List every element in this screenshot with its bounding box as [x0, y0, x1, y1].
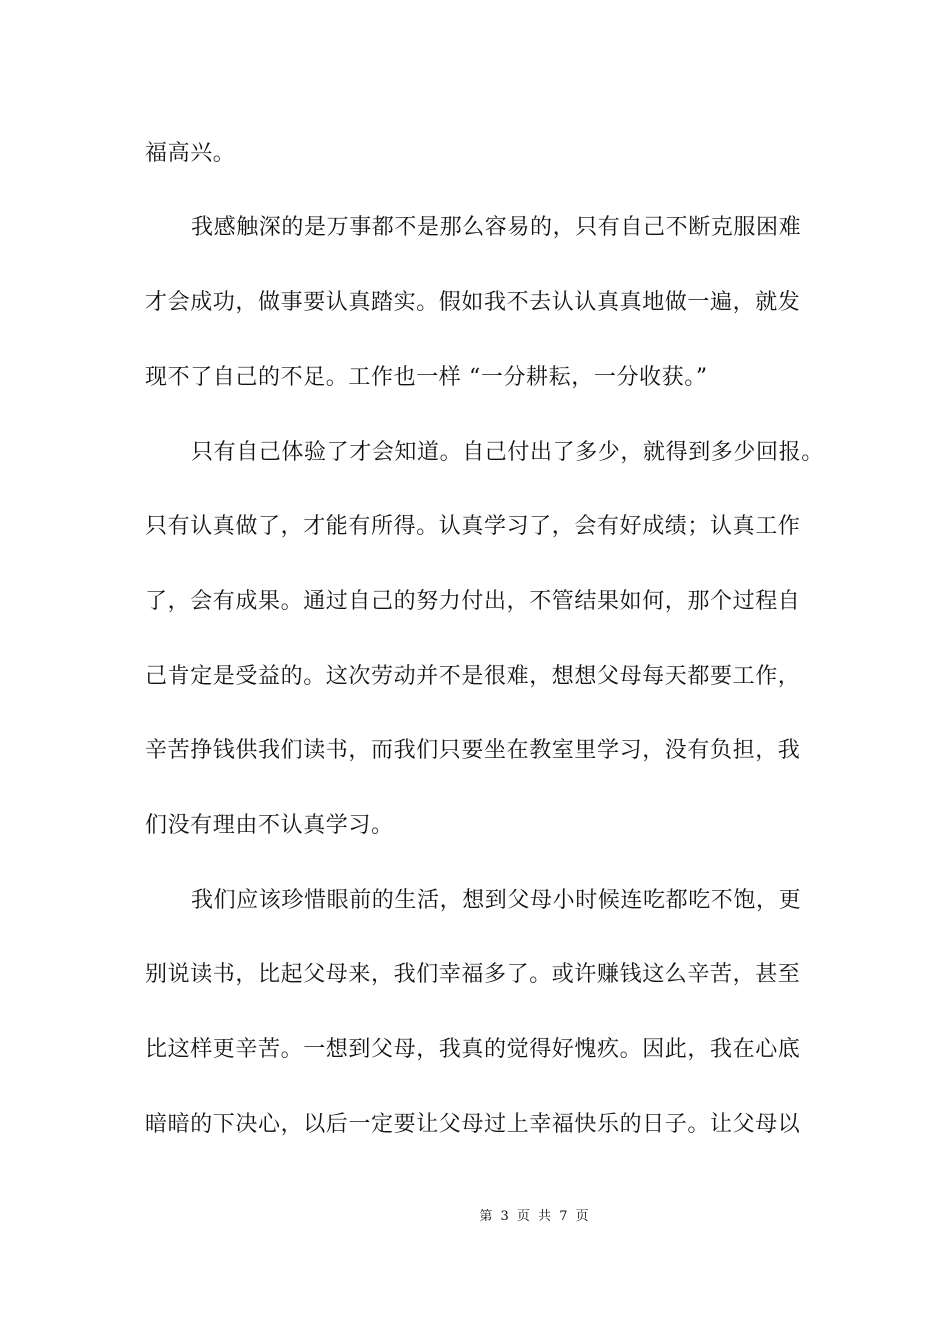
text-line: 比这样更辛苦。一想到父母，我真的觉得好愧疚。因此，我在心底 — [145, 1037, 801, 1062]
text-line: 福高兴。 — [145, 141, 236, 166]
paragraph-first-line: 我感触深的是万事都不是那么容易的，只有自己不断克服困难 — [191, 215, 802, 240]
text-line: 们没有理由不认真学习。 — [145, 813, 394, 838]
text-line: 己肯定是受益的。这次劳动并不是很难，想想父母每天都要工作， — [145, 664, 801, 689]
text-line: 只有认真做了，才能有所得。认真学习了，会有好成绩；认真工作 — [145, 514, 801, 539]
text-line: 辛苦挣钱供我们读书，而我们只要坐在教室里学习，没有负担，我 — [145, 738, 801, 763]
text-line: 了，会有成果。通过自己的努力付出，不管结果如何，那个过程自 — [145, 589, 801, 614]
text-line: 别说读书，比起父母来，我们幸福多了。或许赚钱这么辛苦，甚至 — [145, 962, 801, 987]
page-footer: 第 3 页 共 7 页 — [479, 1209, 591, 1224]
text-line: 暗暗的下决心，以后一定要让父母过上幸福快乐的日子。让父母以 — [145, 1112, 801, 1137]
text-line: 现不了自己的不足。工作也一样 “一分耕耘，一分收获。” — [145, 365, 708, 390]
paragraph-first-line: 我们应该珍惜眼前的生活，想到父母小时候连吃都吃不饱，更 — [191, 888, 802, 913]
text-line: 才会成功，做事要认真踏实。假如我不去认认真真地做一遍，就发 — [145, 290, 801, 315]
paragraph-first-line: 只有自己体验了才会知道。自己付出了多少，就得到多少回报。 — [191, 440, 824, 465]
